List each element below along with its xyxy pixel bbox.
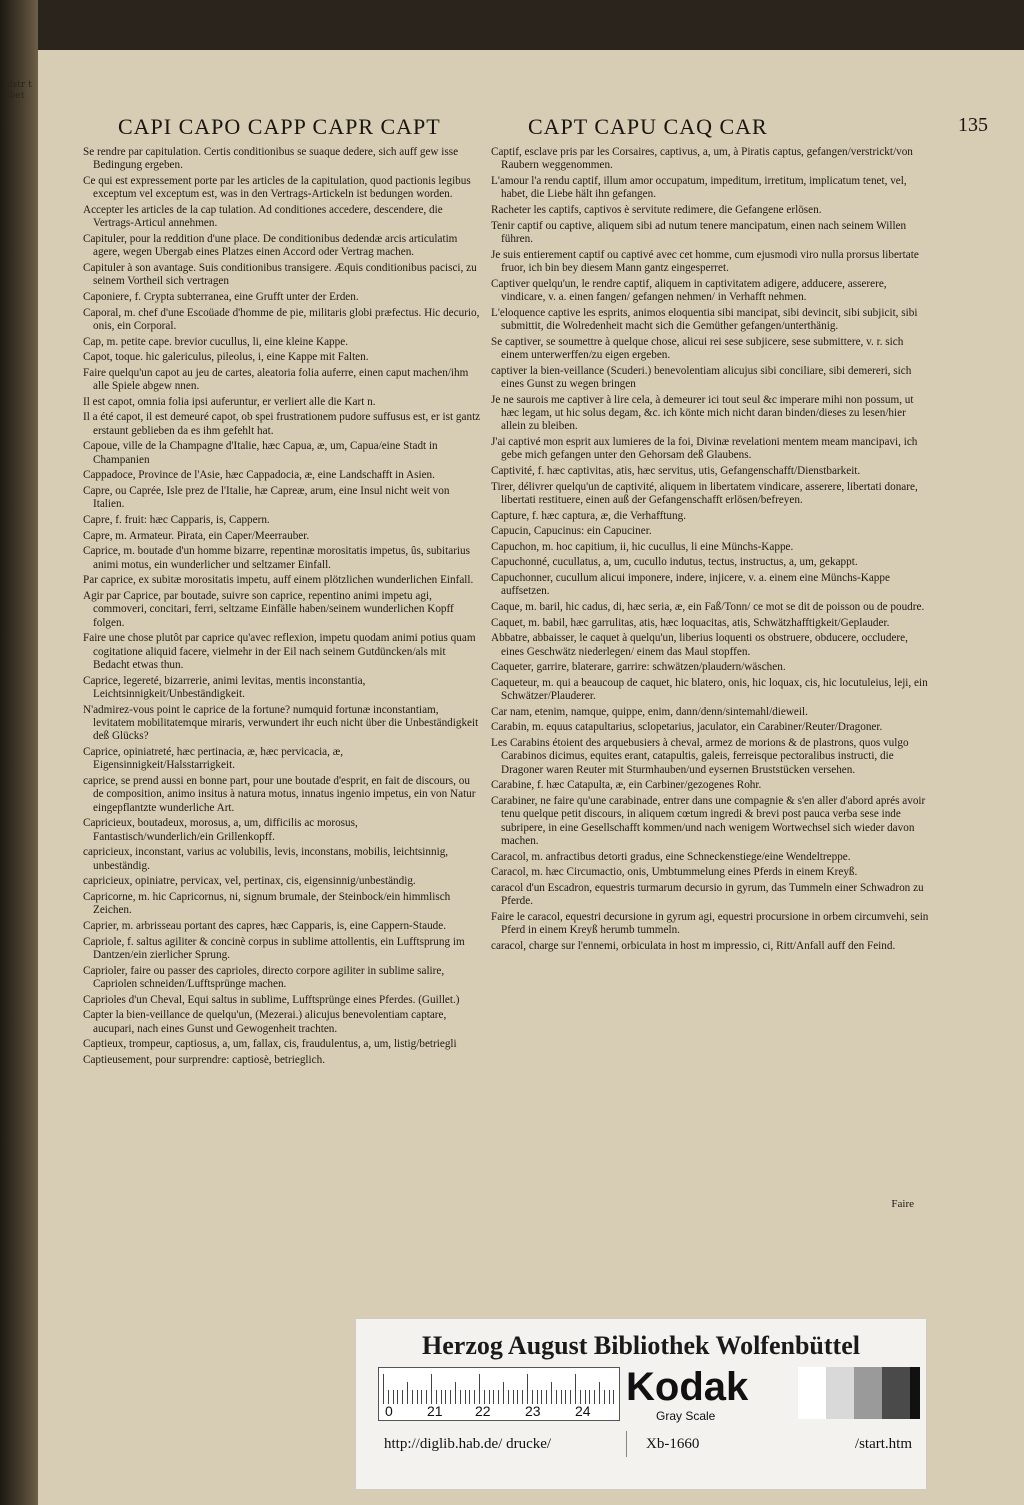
ruler-label: 23	[525, 1403, 541, 1419]
ruler-tick	[493, 1390, 494, 1404]
dictionary-entry: Tirer, délivrer quelqu'un de captivité, aliquem in libertatem vindicare, asserere, libertati donare, libertati restituere, einen auß der Gefangenschafft erlösen/befreyen.	[491, 480, 918, 506]
dictionary-entry: Capre, ou Caprée, Isle prez de l'Italie, hæ Capreæ, arum, eine Insul nicht weit von Italien.	[83, 484, 450, 511]
dictionary-entry: Capituler, pour la reddition d'une place. De conditionibus dedendæ arcis articulatim agere, wegen Ubergab eines Platzes einen Accord oder Vertrag machen.	[83, 233, 458, 259]
ruler-tick	[441, 1390, 442, 1404]
dictionary-entry: Se rendre par capitulation. Certis conditionibus se suaque dedere, sich auff gew isse Bedingung ergeben.	[83, 146, 459, 172]
dictionary-entry: Je suis entierement captif ou captivé avec cet homme, cum ejusmodi viro nulla prorsus libertate fruor, ich bin bey diesem Mann gantz eingesperret.	[491, 248, 919, 274]
gray-swatch	[854, 1367, 882, 1419]
digilib-url: http://diglib.hab.de/ drucke/	[384, 1436, 552, 1452]
ruler-tick	[556, 1390, 557, 1404]
dictionary-entry: Faire quelqu'un capot au jeu de cartes, aleatoria folia auferre, einen caput machen/ihm alle Spiele abgew nnen.	[83, 366, 469, 393]
dictionary-entry: Les Carabins étoient des arquebusiers à cheval, armez de morions & de plastrons, quos vulgo Carabinos dicimus, equites erant, catapultis, galeis, ferreisque pectoralibus instructi, die Dragoner waren Reuter mit Sturmhauben/und eysernen Bruststücken versehen.	[491, 736, 909, 776]
dictionary-entry: Caprice, opiniatreté, hæc pertinacia, æ, hæc pervicacia, æ, Eigensinnigkeit/Halsstarrigkeit.	[83, 745, 344, 772]
dictionary-entry: Caprioles d'un Cheval, Equi saltus in sublime, Lufftsprünge eines Pferdes. (Guillet.)	[83, 993, 460, 1006]
gray-swatch	[826, 1367, 854, 1419]
dictionary-entry: Je ne saurois me captiver à lire cela, à demeurer ici tout seul &c imperare mihi non possum, ut hæc legam, ut hic solus degam, &c. ich könte mich nicht daran binden/dieses zu lesen/hier allein zu bleiben.	[491, 393, 914, 433]
dictionary-entry: Caque, m. baril, hic cadus, di, hæc seria, æ, ein Faß/Tonn/ ce mot se dit de poisson ou de poudre.	[491, 600, 925, 613]
dictionary-entry: Accepter les articles de la cap tulation. Ad conditiones accedere, descendere, die Vertrags-Articul annehmen.	[83, 204, 443, 230]
dictionary-entry: Par caprice, ex subitæ morositatis impetu, auff einem plötzlichen wunderlichen Einfall.	[83, 574, 474, 587]
gray-swatch	[798, 1367, 826, 1419]
dictionary-entry: Capture, f. hæc captura, æ, die Verhafftung.	[491, 509, 686, 522]
dictionary-entry: Faire le caracol, equestri decursione in gyrum agi, equestri procursione in orbem circumvehi, sein Pferd in einem Kreyß herumb tummeln.	[491, 910, 929, 937]
dictionary-entry: L'amour l'a rendu captif, illum amor occupatum, impeditum, irretitum, implicatum tenet, vel, habet, die Liebe hält ihn gefangen.	[491, 175, 907, 201]
dictionary-entry: Capuchon, m. hoc capitium, ii, hic cucullus, li eine Münchs-Kappe.	[491, 540, 794, 553]
ruler-tick	[402, 1390, 403, 1404]
dictionary-entry: Caquet, m. babil, hæc garrulitas, atis, hæc loquacitas, atis, Schwätzhafftigkeit/Geplauder.	[491, 616, 890, 629]
dictionary-entry: N'admirez-vous point le caprice de la fortune? numquid fortunæ inconstantiam, levitatem mobilitatemque miraris, verwundert ihr euch nicht über die Unbeständigkeit deß Glücks?	[83, 703, 479, 743]
dictionary-entry: Se captiver, se soumettre à quelque chose, alicui rei sese subjicere, sese submittere, v. r. sich einem unterwerffen/zu eigen ergeben.	[491, 335, 904, 361]
ruler-tick	[407, 1382, 408, 1404]
dictionary-entry: Cappadoce, Province de l'Asie, hæc Cappadocia, æ, eine Landschafft in Asien.	[83, 469, 435, 482]
ruler-tick	[465, 1390, 466, 1404]
ruler-tick	[455, 1382, 456, 1404]
dictionary-entry: Captieux, trompeur, captiosus, a, um, fallax, cis, fraudulentus, a, um, listig/betriegli	[83, 1038, 457, 1051]
gray-swatch	[910, 1367, 920, 1419]
ruler-tick	[532, 1390, 533, 1404]
ruler-tick	[570, 1390, 571, 1404]
ruler-tick	[412, 1390, 413, 1404]
ruler-label: 22	[475, 1403, 491, 1419]
ruler-tick	[431, 1374, 432, 1404]
ruler-tick	[580, 1390, 581, 1404]
ruler-tick	[479, 1374, 480, 1404]
dictionary-entry: Capriole, f. saltus agiliter & concinè corpus in sublime attollentis, ein Lufftsprung im Dantzen/ein zierlicher Sprung.	[83, 935, 465, 961]
dictionary-entry: captiver la bien-veillance (Scuderi.) benevolentiam alicujus sibi conciliare, sibi demereri, sich eines Gunst zu wegen bringen	[491, 364, 912, 390]
ruler-tick	[388, 1390, 389, 1404]
ruler-tick	[551, 1382, 552, 1404]
dictionary-entry: Racheter les captifs, captivos è servitute redimere, die Gefangene erlösen.	[491, 204, 822, 216]
ruler-tick	[575, 1374, 576, 1404]
kodak-logo: Kodak	[626, 1365, 749, 1409]
dictionary-entry: Cap, m. petite cape. brevior cucullus, li, eine kleine Kappe.	[83, 335, 348, 348]
dictionary-entry: Caprice, legereté, bizarrerie, animi levitas, mentis inconstantia, Leichtsinnigkeit/Unbeständigkeit.	[83, 674, 366, 700]
dictionary-entry: Carabiner, ne faire qu'une carabinade, entrer dans une compagnie & s'en aller d'abord aprés avoir tenu quelque petit discours, in aliquem cœtum ingredi & brevi post pauca verba sese inde subripere, in eine Gesellschafft kommen/und nach wenigem Wortwechsel sich wieder davon machen.	[491, 794, 926, 848]
ruler-tick	[589, 1390, 590, 1404]
dictionary-entry: J'ai captivé mon esprit aux lumieres de la foi, Divinæ revelationi mentem meam mancipavi, ich gebe mich gefangen unter den Gehorsam deß Glaubens.	[491, 436, 918, 462]
dictionary-entry: Capituler à son avantage. Suis conditionibus transigere. Æquis conditionibus pacisci, zu seinem Vortheil sich vertragen	[83, 262, 477, 288]
dictionary-entry: Captiver quelqu'un, le rendre captif, aliquem in captivitatem adigere, adducere, asserere, vindicare, v. a. einen fangen/ gefangen nehmen/ in Verhafft nehmen.	[491, 277, 887, 303]
dictionary-entry: Caprioler, faire ou passer des caprioles, directo corpore agiliter in sublime salire, Capriolen schneiden/Lufftsprünge machen.	[83, 964, 445, 990]
library-banner	[355, 1318, 927, 1490]
ruler-tick	[489, 1390, 490, 1404]
dictionary-entry: Caporal, m. chef d'une Escoüade d'homme de pie, militaris globi præfectus. Hic decurio, onis, ein Corporal.	[83, 306, 480, 332]
ruler-tick	[517, 1390, 518, 1404]
ruler-tick	[613, 1390, 614, 1404]
ruler-tick	[546, 1390, 547, 1404]
ruler-tick	[604, 1390, 605, 1404]
dictionary-entry: Caqueteur, m. qui a beaucoup de caquet, hic blatero, onis, hic loquax, cis, hic locutuleius, leji, ein Schwätzer/Plauderer.	[491, 676, 928, 703]
ruler-label: 21	[427, 1403, 443, 1419]
ruler-tick	[599, 1382, 600, 1404]
dictionary-entry: caprice, se prend aussi en bonne part, pour une boutade d'esprit, en fait de discours, ou de composition, animo insitus à natura motus, innatus ingenio impetus, ein von Natur eingepflantzte wunderliche Art.	[83, 774, 476, 814]
dictionary-entry: capricieux, inconstant, varius ac volubilis, levis, inconstans, mobilis, leichtsinnig, unbeständig.	[83, 846, 449, 872]
ruler-tick	[508, 1390, 509, 1404]
ruler-tick	[421, 1390, 422, 1404]
dictionary-entry: Captivité, f. hæc captivitas, atis, hæc servitus, utis, Gefangenschafft/Dienstbarkeit.	[491, 465, 861, 477]
start-link: /start.htm	[854, 1436, 912, 1452]
library-name: Herzog August Bibliothek Wolfenbüttel	[422, 1331, 860, 1360]
ruler-tick	[445, 1390, 446, 1404]
ruler-tick	[397, 1390, 398, 1404]
ruler-tick	[565, 1390, 566, 1404]
dictionary-entry: Capre, f. fruit: hæc Capparis, is, Cappern.	[83, 513, 270, 526]
ruler-tick	[436, 1390, 437, 1404]
dictionary-entry: Capuchonner, cucullum alicui imponere, indere, injicere, v. a. einem eine Münchs-Kappe auffsetzen.	[491, 571, 890, 598]
dictionary-entry: Caponiere, f. Crypta subterranea, eine Grufft unter der Erden.	[83, 291, 359, 303]
dictionary-entry: Capricorne, m. hic Capricornus, ni, signum brumale, der Steinbock/ein himmlisch Zeichen.	[83, 890, 451, 917]
ruler-tick	[393, 1390, 394, 1404]
header-right: CAPT CAPU CAQ CAR	[528, 114, 768, 139]
dictionary-entry: Captif, esclave pris par les Corsaires, captivus, a, um, à Piratis captus, gefangen/verstrickt/von Raubern weggenommen.	[491, 146, 913, 172]
dictionary-entry: caracol, charge sur l'ennemi, orbiculata in host m impressio, ci, Ritt/Anfall auff den Feind.	[491, 939, 896, 952]
dictionary-entry: Carabin, m. equus catapultarius, sclopetarius, jaculator, ein Carabiner/Reuter/Dragoner.	[491, 721, 883, 734]
header-left: CAPI CAPO CAPP CAPR CAPT	[118, 114, 441, 139]
ruler-tick	[527, 1374, 528, 1404]
dictionary-entry: Il a été capot, il est demeuré capot, ob spei frustrationem pudore suffusus est, er ist gantz erstaunt geblieben da es ihm gefehlt hat.	[83, 411, 481, 437]
ruler-tick	[383, 1374, 384, 1404]
dictionary-entry: Capot, toque. hic galericulus, pileolus, i, eine Kappe mit Falten.	[83, 351, 369, 364]
ruler-tick	[513, 1390, 514, 1404]
dictionary-entry: Caracol, m. hæc Circumactio, onis, Umbtummelung eines Pferds in einem Kreyß.	[491, 866, 858, 879]
scale-ruler	[378, 1367, 620, 1421]
dictionary-entry: L'eloquence captive les esprits, animos eloquentia sibi mancipat, sibi devincit, sibi subjicit, sibi submittit, die Wolredenheit macht sich die Gemüther gefangen/unterthänig.	[491, 306, 918, 332]
ruler-tick	[585, 1390, 586, 1404]
dictionary-entry: Agir par Caprice, par boutade, suivre son caprice, repentino animi impetu agi, commoveri, concitari, ferri, seltzame Einfälle haben/seinem wunderlichen Kopff folgen.	[83, 589, 454, 629]
dictionary-entry: Caqueter, garrire, blaterare, garrire: schwätzen/plaudern/wäschen.	[491, 661, 786, 674]
document-page	[38, 50, 1024, 1505]
dictionary-entry: Capricieux, boutadeux, morosus, a, um, difficilis ac morosus, Fantastisch/wunderlich/ein Grillenkopff.	[83, 817, 358, 843]
right-column	[491, 146, 931, 956]
dictionary-entry: Il est capot, omnia folia ipsi auferuntur, er verliert alle die Kart n.	[83, 395, 376, 408]
dictionary-entry: Capre, m. Armateur. Pirata, ein Caper/Meerrauber.	[83, 529, 310, 542]
ruler-tick	[503, 1382, 504, 1404]
ruler-tick	[541, 1390, 542, 1404]
ruler-tick	[561, 1390, 562, 1404]
ruler-tick	[460, 1390, 461, 1404]
dictionary-entry: Faire une chose plutôt par caprice qu'avec reflexion, impetu quodam animi potius quam cogitatione aliquid facere, vielmehr in der Eil nach seinem Gutdüncken/als mit Bedacht etwas thun.	[83, 632, 476, 671]
running-header	[38, 114, 1024, 146]
dictionary-entry: Capoue, ville de la Champagne d'Italie, hæc Capua, æ, um, Capua/eine Stadt in Champanien	[83, 440, 438, 466]
page-number: 135	[958, 114, 988, 136]
dictionary-entry: Caprice, m. boutade d'un homme bizarre, repentinæ morositatis impetus, ûs, subitarius animi motus, ein wunderlicher und seltzamer Einfall.	[83, 545, 470, 571]
dictionary-entry: caracol d'un Escadron, equestris turmarum decursio in gyrum, das Tummeln einer Schwadron zu Pferde.	[491, 881, 924, 908]
ruler-tick	[498, 1390, 499, 1404]
dictionary-entry: Caprier, m. arbrisseau portant des capres, hæc Capparis, is, eine Cappern-Staude.	[83, 919, 447, 932]
gray-swatch	[882, 1367, 910, 1419]
ruler-tick	[609, 1390, 610, 1404]
dictionary-entry: Capucin, Capucinus: ein Capuciner.	[491, 525, 652, 538]
left-column	[83, 146, 481, 1069]
ruler-tick	[426, 1390, 427, 1404]
ruler-tick	[469, 1390, 470, 1404]
dictionary-entry: Abbatre, abbaisser, le caquet à quelqu'un, liberius loquenti os obstruere, obducere, occludere, eines Geschwätz niederlegen/ einem das Maul stopffen.	[491, 632, 908, 658]
ruler-tick	[474, 1390, 475, 1404]
ruler-label: 24	[575, 1403, 591, 1419]
dictionary-entry: Capter la bien-veillance de quelqu'un, (Mezerai.) alicujus benevolentiam captare, aucupari, nach eines Gunst und Gewogenheit trachten.	[83, 1009, 447, 1035]
dictionary-entry: Caracol, m. anfractibus detorti gradus, eine Schneckenstiege/eine Wendeltreppe.	[491, 850, 851, 863]
catchword: Faire	[891, 1198, 914, 1210]
dictionary-entry: Car nam, etenim, namque, quippe, enim, dann/denn/sintemahl/dieweil.	[491, 705, 808, 718]
ruler-tick	[594, 1390, 595, 1404]
dictionary-entry: Tenir captif ou captive, aliquem sibi ad nutum tenere mancipatum, einen nach seinem Willen führen.	[491, 219, 907, 245]
dictionary-entry: Ce qui est expressement porte par les articles de la capitulation, quod pactionis legibus exceptum vel exceptum est, was in den Vertrags-Artickeln ist bedungen worden.	[83, 175, 471, 201]
ruler-tick	[417, 1390, 418, 1404]
spine-text: ulstr tdbet	[4, 80, 32, 101]
separator	[626, 1431, 627, 1457]
ruler-tick	[484, 1390, 485, 1404]
ruler-tick	[450, 1390, 451, 1404]
dictionary-entry: Capuchonné, cucullatus, a, um, cucullo indutus, tectus, instructus, a, um, gekappt.	[491, 556, 858, 569]
shelfmark: Xb-1660	[646, 1436, 700, 1452]
book-spine	[0, 0, 38, 1505]
ruler-label: 0	[385, 1403, 393, 1419]
dictionary-entry: Captieusement, pour surprendre: captiosè, betrieglich.	[83, 1053, 326, 1066]
dictionary-entry: capricieux, opiniatre, pervicax, vel, pertinax, cis, eigensinnig/unbeständig.	[83, 875, 416, 888]
dictionary-entry: Carabine, f. hæc Catapulta, æ, ein Carbiner/gezogenes Rohr.	[491, 779, 762, 792]
ruler-tick	[522, 1390, 523, 1404]
gray-scale-label: Gray Scale	[656, 1409, 716, 1423]
ruler-tick	[537, 1390, 538, 1404]
